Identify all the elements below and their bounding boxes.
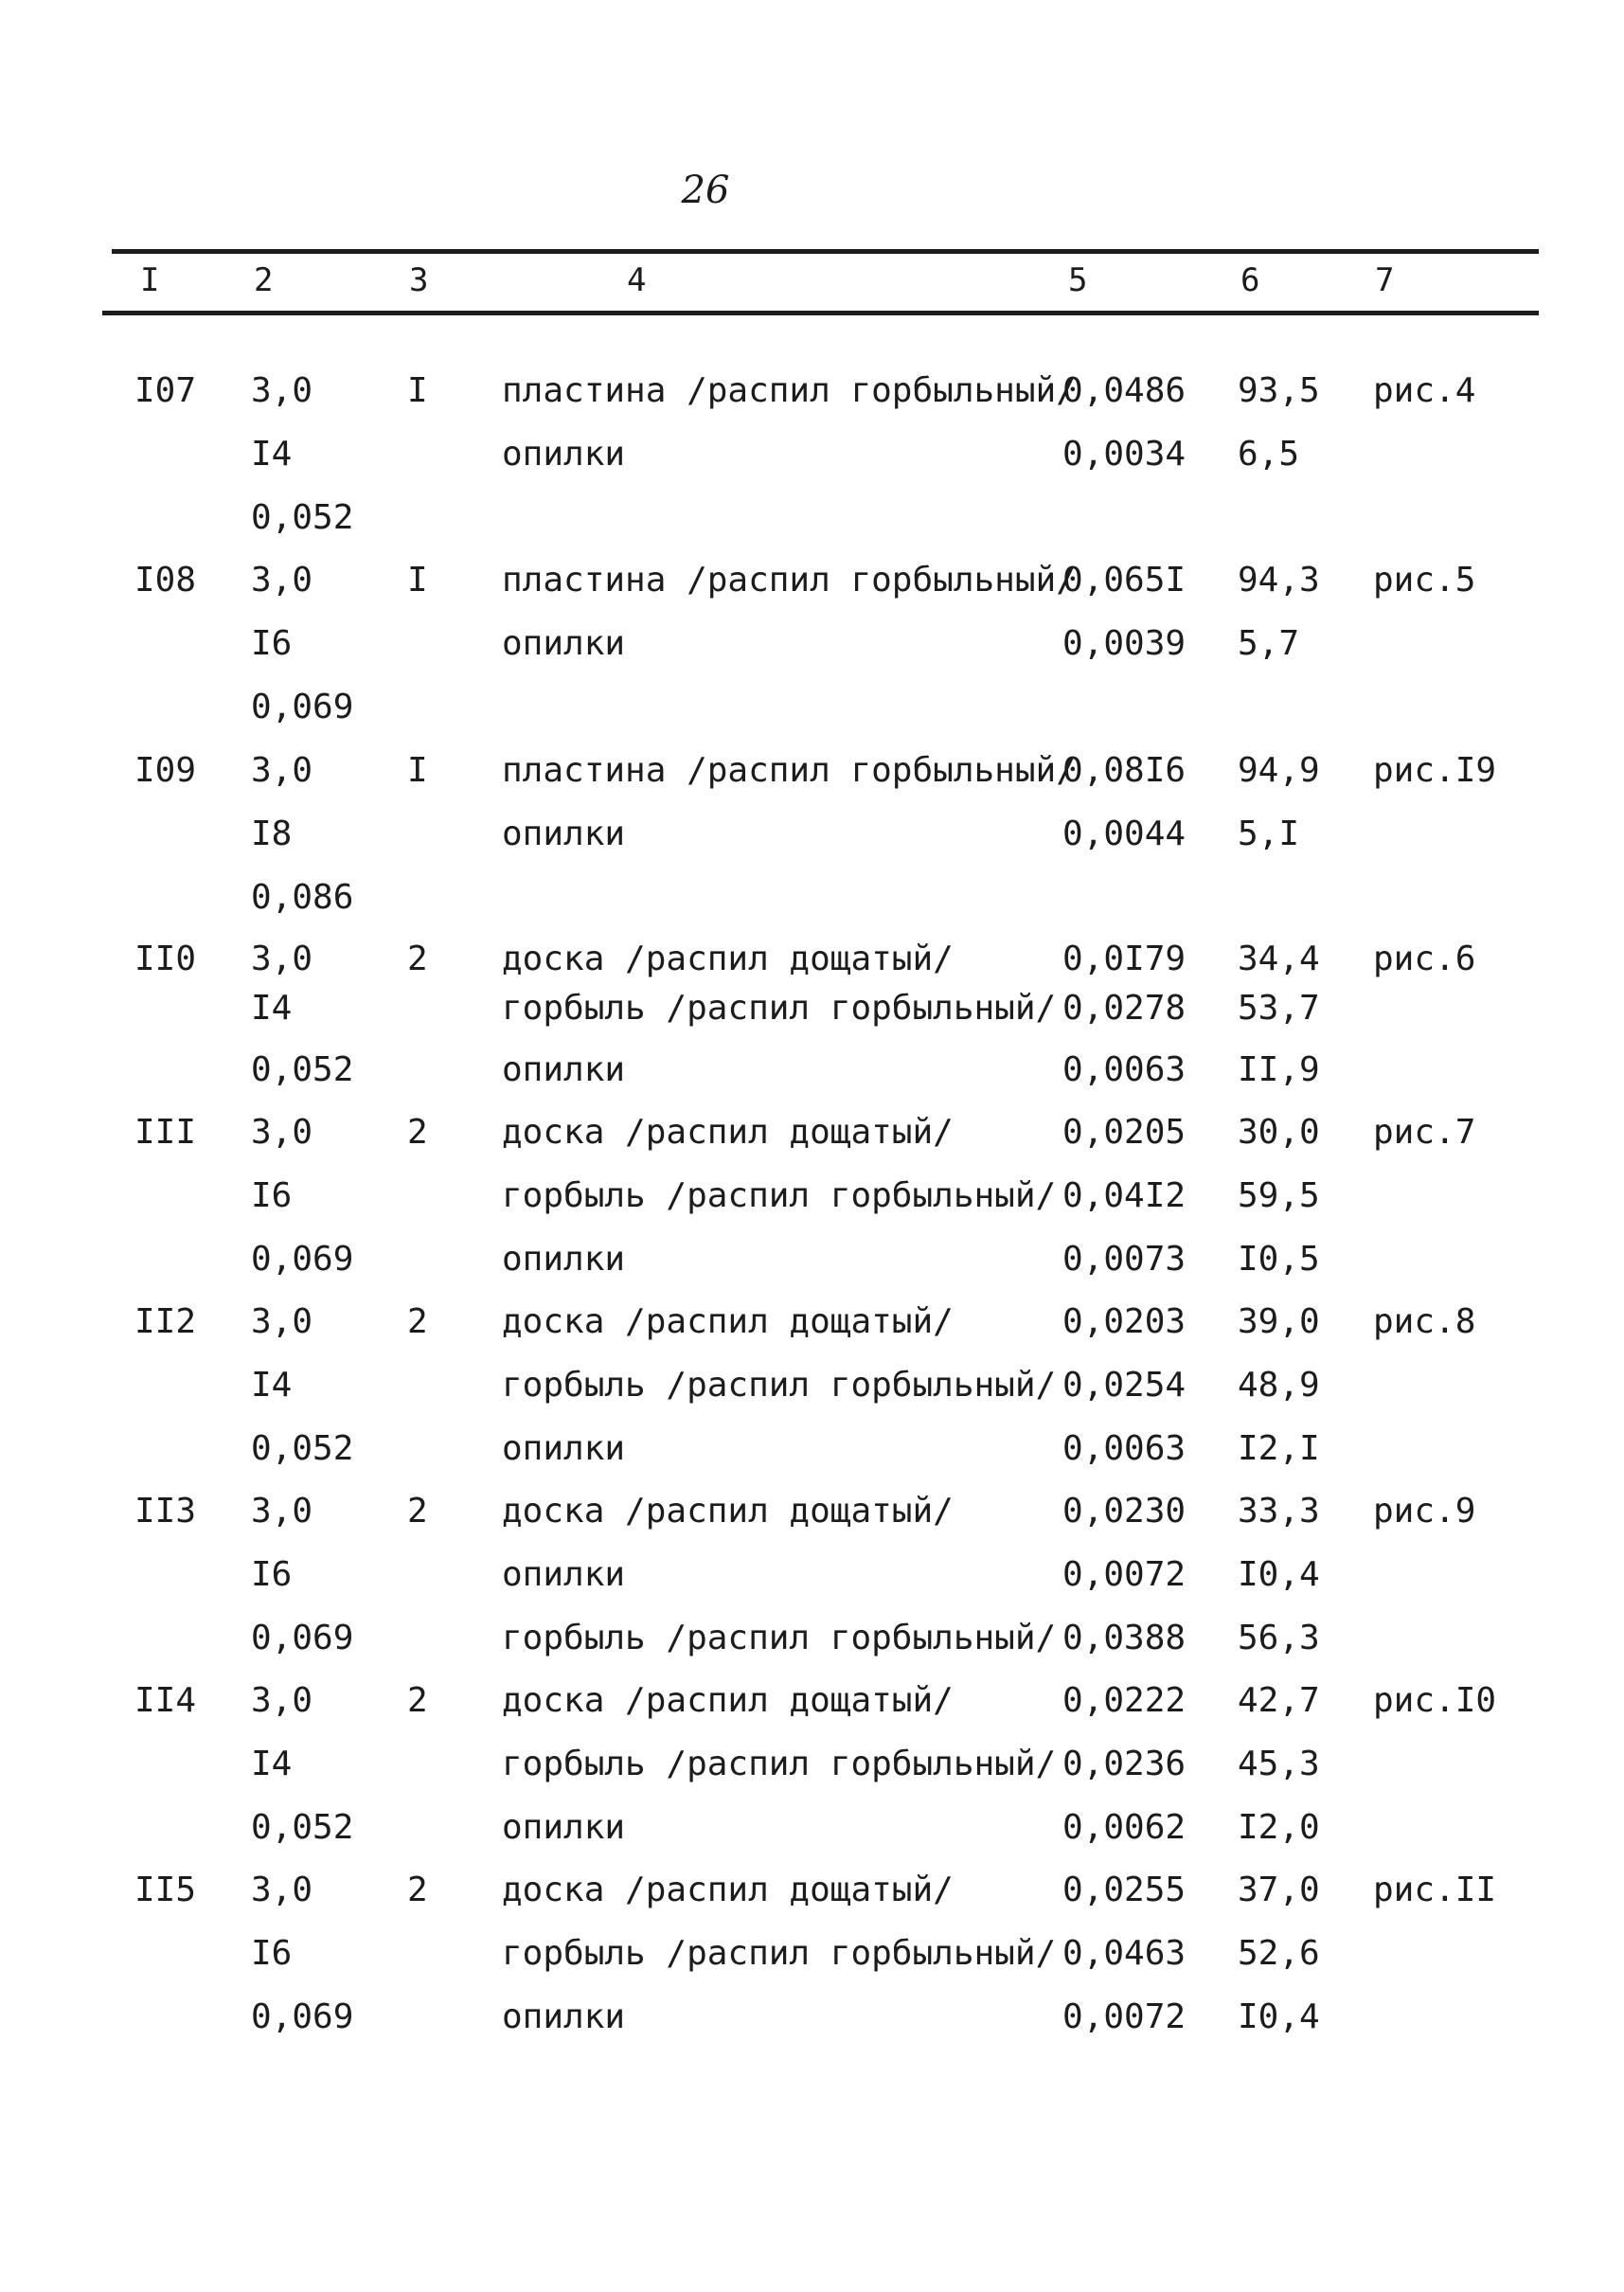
col-5-value: 0,0278 <box>1062 989 1187 1028</box>
table-row <box>0 688 1624 737</box>
col-6-percent: 39,0 <box>1238 1302 1320 1341</box>
row-number: I08 <box>134 561 197 600</box>
product-description: опилки <box>502 1050 626 1089</box>
col-5-value: 0,0255 <box>1062 1871 1187 1909</box>
col-2-value: I8 <box>251 815 293 853</box>
col-5-value: 0,0486 <box>1062 371 1187 410</box>
figure-ref: рис.I0 <box>1373 1681 1497 1720</box>
col-5-value: 0,0034 <box>1062 435 1187 474</box>
row-number: II0 <box>134 940 197 978</box>
col-5-value: 0,0236 <box>1062 1745 1187 1783</box>
product-description: опилки <box>502 1240 626 1279</box>
col-6-percent: I2,I <box>1238 1429 1320 1468</box>
product-description: горбыль /распил горбыльный/ <box>502 1176 1057 1215</box>
product-description: доска /распил дощатый/ <box>502 1681 954 1720</box>
col-2-value: 0,052 <box>251 498 354 537</box>
col-6-percent: 48,9 <box>1238 1366 1320 1405</box>
col-5-value: 0,0063 <box>1062 1429 1187 1468</box>
col-5-value: 0,0072 <box>1062 1997 1187 2036</box>
col-5-value: 0,08I6 <box>1062 751 1187 790</box>
product-description: горбыль /распил горбыльный/ <box>502 1934 1057 1973</box>
table-row <box>0 1808 1624 1857</box>
col-2-value: 3,0 <box>251 1492 313 1531</box>
col-3-value: 2 <box>407 1492 428 1531</box>
product-description: опилки <box>502 624 626 663</box>
col-2-value: 0,052 <box>251 1429 354 1468</box>
table-row <box>0 989 1624 1038</box>
product-description: опилки <box>502 815 626 853</box>
table-row <box>0 1113 1624 1162</box>
table-row <box>0 751 1624 800</box>
col-3-value: I <box>407 561 428 600</box>
header-col-6: 6 <box>1240 261 1260 299</box>
col-6-percent: 6,5 <box>1238 435 1300 474</box>
product-description: горбыль /распил горбыльный/ <box>502 1619 1057 1657</box>
col-5-value: 0,0073 <box>1062 1240 1187 1279</box>
figure-ref: рис.II <box>1373 1871 1497 1909</box>
row-number: II2 <box>134 1302 197 1341</box>
table-row <box>0 1366 1624 1415</box>
col-5-value: 0,065I <box>1062 561 1187 600</box>
col-5-value: 0,0039 <box>1062 624 1187 663</box>
header-col-5: 5 <box>1068 261 1088 299</box>
table-top-rule <box>112 249 1539 254</box>
product-description: пластина /распил горбыльный/ <box>502 751 1077 790</box>
row-number: I07 <box>134 371 197 410</box>
row-number: II4 <box>134 1681 197 1720</box>
col-6-percent: 94,9 <box>1238 751 1320 790</box>
col-2-value: 3,0 <box>251 940 313 978</box>
col-6-percent: 53,7 <box>1238 989 1320 1028</box>
product-description: горбыль /распил горбыльный/ <box>502 1745 1057 1783</box>
figure-ref: рис.5 <box>1373 561 1476 600</box>
col-2-value: I4 <box>251 989 293 1028</box>
product-description: доска /распил дощатый/ <box>502 1302 954 1341</box>
col-6-percent: 59,5 <box>1238 1176 1320 1215</box>
product-description: опилки <box>502 1997 626 2036</box>
table-row <box>0 435 1624 484</box>
col-2-value: 3,0 <box>251 371 313 410</box>
col-2-value: 3,0 <box>251 751 313 790</box>
col-5-value: 0,0388 <box>1062 1619 1187 1657</box>
col-5-value: 0,0203 <box>1062 1302 1187 1341</box>
product-description: пластина /распил горбыльный/ <box>502 371 1077 410</box>
row-number: III <box>134 1113 197 1152</box>
col-6-percent: 33,3 <box>1238 1492 1320 1531</box>
col-3-value: 2 <box>407 1681 428 1720</box>
table-row <box>0 1555 1624 1604</box>
col-6-percent: I0,5 <box>1238 1240 1320 1279</box>
table-row <box>0 1429 1624 1478</box>
col-6-percent: 42,7 <box>1238 1681 1320 1720</box>
col-5-value: 0,0044 <box>1062 815 1187 853</box>
col-2-value: I4 <box>251 435 293 474</box>
col-6-percent: I0,4 <box>1238 1555 1320 1594</box>
col-2-value: 0,086 <box>251 878 354 917</box>
figure-ref: рис.9 <box>1373 1492 1476 1531</box>
col-6-percent: II,9 <box>1238 1050 1320 1089</box>
header-col-4: 4 <box>627 261 647 299</box>
col-3-value: 2 <box>407 1302 428 1341</box>
product-description: доска /распил дощатый/ <box>502 940 954 978</box>
col-2-value: I4 <box>251 1745 293 1783</box>
table-row <box>0 1240 1624 1289</box>
figure-ref: рис.8 <box>1373 1302 1476 1341</box>
col-6-percent: I0,4 <box>1238 1997 1320 2036</box>
col-6-percent: 5,7 <box>1238 624 1300 663</box>
col-5-value: 0,0I79 <box>1062 940 1187 978</box>
col-2-value: 0,052 <box>251 1808 354 1847</box>
header-col-3: 3 <box>409 261 429 299</box>
col-2-value: 3,0 <box>251 1302 313 1341</box>
col-5-value: 0,0063 <box>1062 1050 1187 1089</box>
col-6-percent: 93,5 <box>1238 371 1320 410</box>
col-5-value: 0,0222 <box>1062 1681 1187 1720</box>
product-description: опилки <box>502 1555 626 1594</box>
col-6-percent: I2,0 <box>1238 1808 1320 1847</box>
col-5-value: 0,0072 <box>1062 1555 1187 1594</box>
table-row <box>0 940 1624 989</box>
col-2-value: I6 <box>251 1176 293 1215</box>
col-6-percent: 52,6 <box>1238 1934 1320 1973</box>
col-6-percent: 45,3 <box>1238 1745 1320 1783</box>
col-2-value: 0,069 <box>251 1619 354 1657</box>
product-description: горбыль /распил горбыльный/ <box>502 989 1057 1028</box>
col-2-value: 0,069 <box>251 1240 354 1279</box>
header-col-7: 7 <box>1375 261 1395 299</box>
col-2-value: 0,052 <box>251 1050 354 1089</box>
page-number: 26 <box>681 169 730 212</box>
col-5-value: 0,0205 <box>1062 1113 1187 1152</box>
col-5-value: 0,0230 <box>1062 1492 1187 1531</box>
col-3-value: 2 <box>407 1113 428 1152</box>
col-6-percent: 56,3 <box>1238 1619 1320 1657</box>
figure-ref: рис.6 <box>1373 940 1476 978</box>
table-row <box>0 1871 1624 1920</box>
table-row <box>0 1176 1624 1226</box>
col-5-value: 0,0254 <box>1062 1366 1187 1405</box>
table-row <box>0 815 1624 864</box>
col-2-value: 3,0 <box>251 1871 313 1909</box>
row-number: II3 <box>134 1492 197 1531</box>
col-6-percent: 37,0 <box>1238 1871 1320 1909</box>
col-5-value: 0,04I2 <box>1062 1176 1187 1215</box>
col-3-value: 2 <box>407 940 428 978</box>
col-3-value: I <box>407 371 428 410</box>
header-col-1: I <box>140 261 160 299</box>
table-row <box>0 371 1624 421</box>
figure-ref: рис.4 <box>1373 371 1476 410</box>
figure-ref: рис.I9 <box>1373 751 1497 790</box>
col-2-value: I4 <box>251 1366 293 1405</box>
table-header-row <box>0 256 1624 303</box>
product-description: доска /распил дощатый/ <box>502 1113 954 1152</box>
product-description: опилки <box>502 1429 626 1468</box>
table-row <box>0 1745 1624 1794</box>
col-6-percent: 5,I <box>1238 815 1300 853</box>
product-description: горбыль /распил горбыльный/ <box>502 1366 1057 1405</box>
table-row <box>0 1302 1624 1352</box>
table-row <box>0 498 1624 547</box>
col-2-value: 0,069 <box>251 688 354 726</box>
product-description: опилки <box>502 1808 626 1847</box>
col-3-value: 2 <box>407 1871 428 1909</box>
figure-ref: рис.7 <box>1373 1113 1476 1152</box>
product-description: опилки <box>502 435 626 474</box>
table-row <box>0 1681 1624 1730</box>
table-row <box>0 561 1624 610</box>
col-2-value: I6 <box>251 1555 293 1594</box>
table-row <box>0 624 1624 673</box>
header-col-2: 2 <box>254 261 274 299</box>
col-5-value: 0,0062 <box>1062 1808 1187 1847</box>
table-row <box>0 1997 1624 2047</box>
col-2-value: I6 <box>251 1934 293 1973</box>
col-6-percent: 34,4 <box>1238 940 1320 978</box>
col-2-value: 0,069 <box>251 1997 354 2036</box>
table-row <box>0 878 1624 927</box>
col-2-value: 3,0 <box>251 1681 313 1720</box>
product-description: доска /распил дощатый/ <box>502 1492 954 1531</box>
col-2-value: 3,0 <box>251 1113 313 1152</box>
product-description: доска /распил дощатый/ <box>502 1871 954 1909</box>
col-6-percent: 94,3 <box>1238 561 1320 600</box>
product-description: пластина /распил горбыльный/ <box>502 561 1077 600</box>
table-row <box>0 1492 1624 1541</box>
row-number: I09 <box>134 751 197 790</box>
col-6-percent: 30,0 <box>1238 1113 1320 1152</box>
table-row <box>0 1934 1624 1983</box>
col-2-value: I6 <box>251 624 293 663</box>
table-row <box>0 1619 1624 1668</box>
table-row <box>0 1050 1624 1100</box>
col-2-value: 3,0 <box>251 561 313 600</box>
table-header-rule <box>102 311 1539 315</box>
row-number: II5 <box>134 1871 197 1909</box>
col-5-value: 0,0463 <box>1062 1934 1187 1973</box>
col-3-value: I <box>407 751 428 790</box>
